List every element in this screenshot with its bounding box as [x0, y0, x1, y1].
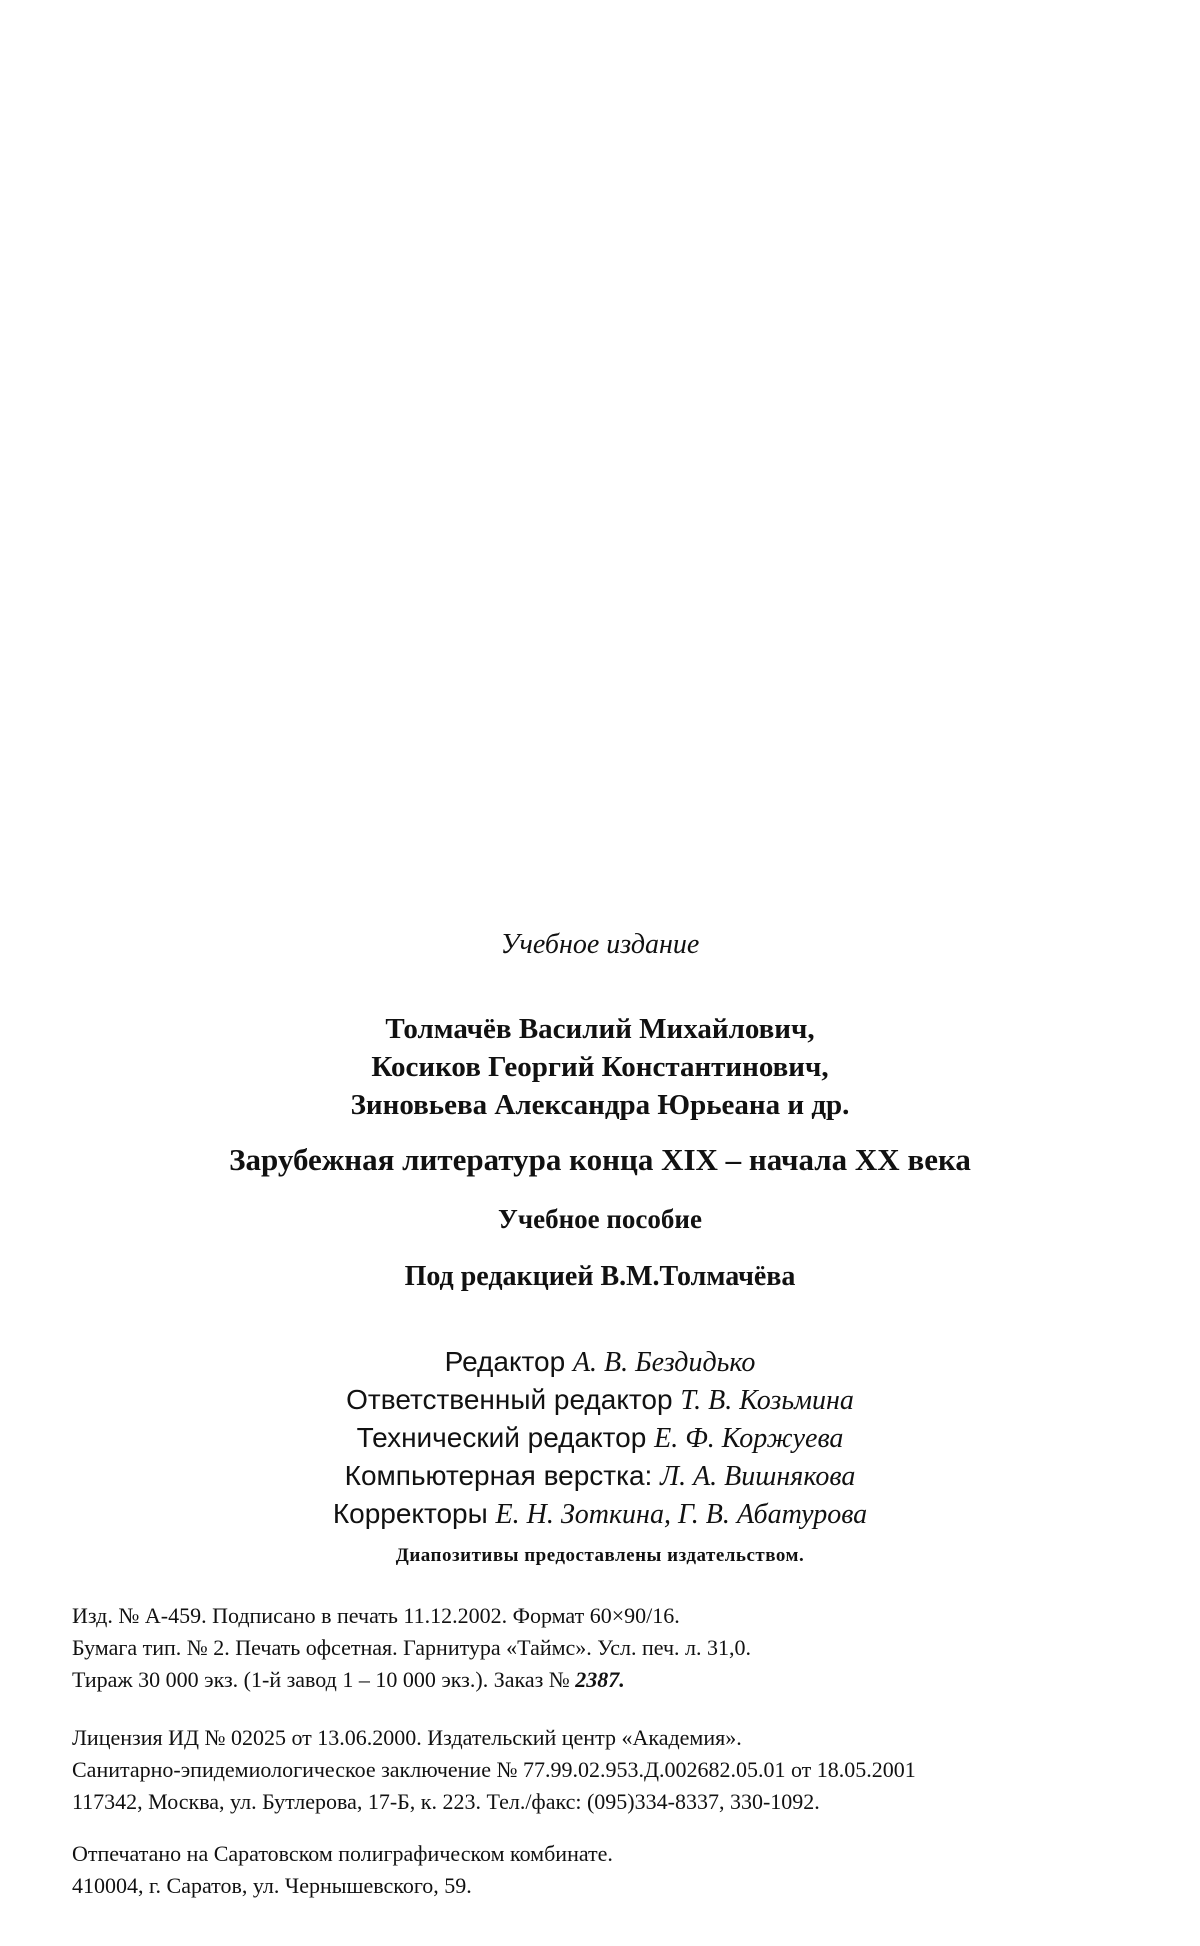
credit-line: [0, 1343, 1200, 1381]
credit-name: Т. В. Козьмина: [680, 1385, 854, 1416]
credit-line: [0, 1381, 1200, 1419]
imprint-line: 410004, г. Саратов, ул. Чернышевского, 59.: [72, 1873, 472, 1898]
author-line: Зиновьева Александра Юрьеана и др.: [350, 1089, 850, 1121]
credit-role: Ответственный редактор: [346, 1384, 673, 1415]
imprint-line: 117342, Москва, ул. Бутлерова, 17-Б, к. 223. Тел./факс: (095)334-8337, 330-1092.: [72, 1789, 820, 1814]
credit-line: [0, 1495, 1200, 1533]
credit-role: Компьютерная верстка:: [344, 1460, 653, 1491]
publication-details: [72, 1600, 1182, 1696]
credit-line: [0, 1419, 1200, 1457]
author-line: Косиков Георгий Константинович,: [371, 1051, 829, 1083]
printer-details: [72, 1838, 1182, 1902]
imprint-line: Бумага тип. № 2. Печать офсетная. Гарнитура «Таймс». Усл. печ. л. 31,0.: [72, 1635, 752, 1660]
credit-name: А. В. Бездидько: [572, 1347, 756, 1378]
credits-block: [0, 1343, 1200, 1533]
edition-type: Учебное издание: [500, 929, 700, 960]
imprint-line: [72, 1664, 1182, 1696]
book-title: Зарубежная литература конца XIX – начала XX века: [229, 1142, 971, 1177]
author-line: Толмачёв Василий Михайлович,: [385, 1013, 815, 1045]
authors-block: [0, 1010, 1200, 1124]
imprint-line: Лицензия ИД № 02025 от 13.06.2000. Издательский центр «Академия».: [72, 1725, 742, 1750]
slides-note: Диапозитивы предоставлены издательством.: [395, 1545, 805, 1566]
license-details: [72, 1722, 1182, 1818]
book-subtitle: Учебное пособие: [498, 1204, 702, 1234]
imprint-line: Санитарно-эпидемиологическое заключение № 77.99.02.953.Д.002682.05.01 от 18.05.2001: [72, 1757, 916, 1782]
credit-name: Л. А. Вишнякова: [660, 1461, 856, 1492]
credit-role: Технический редактор: [356, 1422, 647, 1453]
credit-role: Корректоры: [332, 1498, 488, 1529]
credit-name: Е. Н. Зоткина, Г. В. Абатурова: [495, 1499, 868, 1530]
order-number: 2387.: [575, 1667, 625, 1692]
book-edited-by: Под редакцией В.М.Толмачёва: [404, 1261, 796, 1292]
credit-name: Е. Ф. Коржуева: [654, 1423, 844, 1454]
credit-line: [0, 1457, 1200, 1495]
imprint-line: Отпечатано на Саратовском полиграфическом комбинате.: [72, 1841, 613, 1866]
imprint-line: Изд. № А-459. Подписано в печать 11.12.2002. Формат 60×90/16.: [72, 1603, 680, 1628]
credit-role: Редактор: [444, 1346, 566, 1377]
print-run-text: Тираж 30 000 экз. (1-й завод 1 – 10 000 экз.). Заказ №: [72, 1667, 570, 1692]
